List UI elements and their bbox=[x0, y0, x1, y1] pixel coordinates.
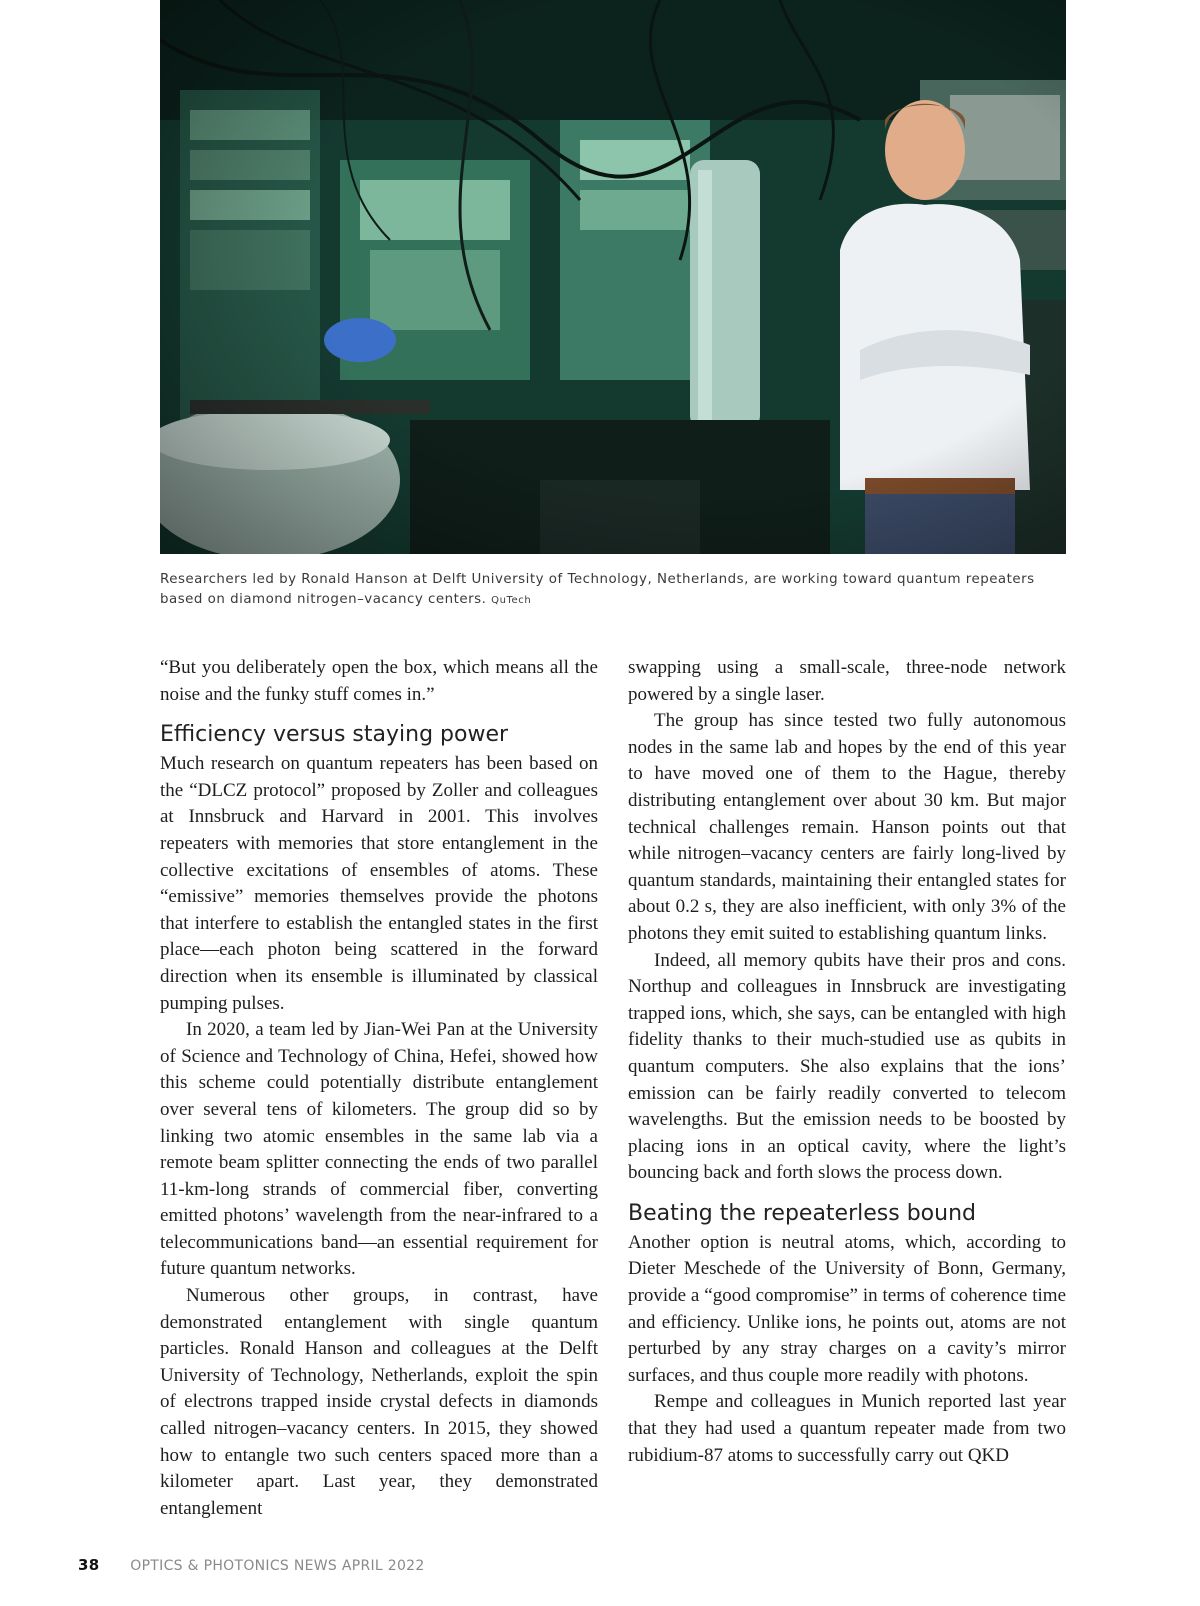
paragraph: swapping using a small-scale, three-node network powered by a single laser. bbox=[628, 657, 1066, 705]
paragraph: Another option is neutral atoms, which, according to Dieter Meschede of the University of Bonn, Germany, provide a “good compromise” in terms of coherence time and efficiency. Unlike ions, he points out, atoms are not perturbed by any stray charges on a cavity’s mirror surfaces, and thus couple more readily with photons. bbox=[628, 1231, 1066, 1386]
right-column bbox=[628, 655, 1066, 1469]
paragraph: “But you deliberately open the box, which means all the noise and the funky stuff comes in.” bbox=[160, 657, 598, 705]
paragraph: The group has since tested two fully autonomous nodes in the same lab and hopes by the end of this year to have moved one of them to the Hague, thereby distributing entanglement over about 30 km. But major technical challenges remain. Hanson points out that while nitrogen–vacancy centers are fairly long-lived by quantum standards, maintaining their entangled states for about 0.2 s, they are also inefficient, with only 3% of the photons they emit suited to establishing quantum links. bbox=[628, 710, 1066, 944]
paragraph: Much research on quantum repeaters has been based on the “DLCZ protocol” proposed by Zoller and colleagues at Innsbruck and Harvard in 2001. This involves repeaters with memories that store entanglement in the collective excitations of ensembles of atoms. These “emissive” memories themselves provide the photons that interfere to establish the entangled states in the first place—each photon being scattered in the forward direction when its ensemble is illuminated by classical pumping pulses. bbox=[160, 753, 598, 1014]
paragraph: In 2020, a team led by Jian-Wei Pan at the University of Science and Technology of China, Hefei, showed how this scheme could potentially distribute entanglement over several tens of kilometers. The group did so by linking two atomic ensembles in the same lab via a remote beam splitter connecting the ends of two parallel 11-km-long strands of commercial fiber, converting emitted photons’ wavelength from the near-infrared to a telecommunications band—an essential requirement for future quantum networks. bbox=[160, 1019, 598, 1280]
page-footer bbox=[78, 1556, 425, 1574]
photo-caption bbox=[160, 570, 1066, 611]
paragraph: Indeed, all memory qubits have their pros and cons. Northup and colleagues in Innsbruck are investigating trapped ions, which, she says, can be entangled with high fidelity thanks to their much-studied use as qubits in quantum computers. She also explains that the ions’ emission can be fairly readily converted to telecom wavelengths. But the emission needs to be boosted by placing ions in an optical cavity, where the light’s bouncing back and forth slows the process down. bbox=[628, 949, 1066, 1184]
lab-photo bbox=[160, 0, 1066, 554]
page-number: 38 bbox=[78, 1556, 100, 1574]
section-heading: Beating the repeaterless bound bbox=[628, 1200, 976, 1226]
photo-credit: QuTech bbox=[491, 595, 532, 606]
lab-photo-image bbox=[160, 0, 1066, 554]
caption-text: Researchers led by Ronald Hanson at Delft University of Technology, Netherlands, are working toward quantum repeaters based on diamond nitrogen–vacancy centers. bbox=[160, 572, 1035, 607]
publication-name: OPTICS & PHOTONICS NEWS APRIL 2022 bbox=[130, 1558, 425, 1574]
section-heading: Efficiency versus staying power bbox=[160, 722, 509, 748]
left-column bbox=[160, 655, 598, 1522]
paragraph: Numerous other groups, in contrast, have demonstrated entanglement with single quantum particles. Ronald Hanson and colleagues at the Delft University of Technology, Netherlands, exploit the spin of electrons trapped inside crystal defects in diamonds called nitrogen–vacancy centers. In 2015, they showed how to entangle two such centers spaced more than a kilometer apart. Last year, they demonstrated entanglement bbox=[160, 1285, 598, 1519]
paragraph: Rempe and colleagues in Munich reported last year that they had used a quantum repeater made from two rubidium-87 atoms to successfully carry out QKD bbox=[628, 1391, 1066, 1466]
